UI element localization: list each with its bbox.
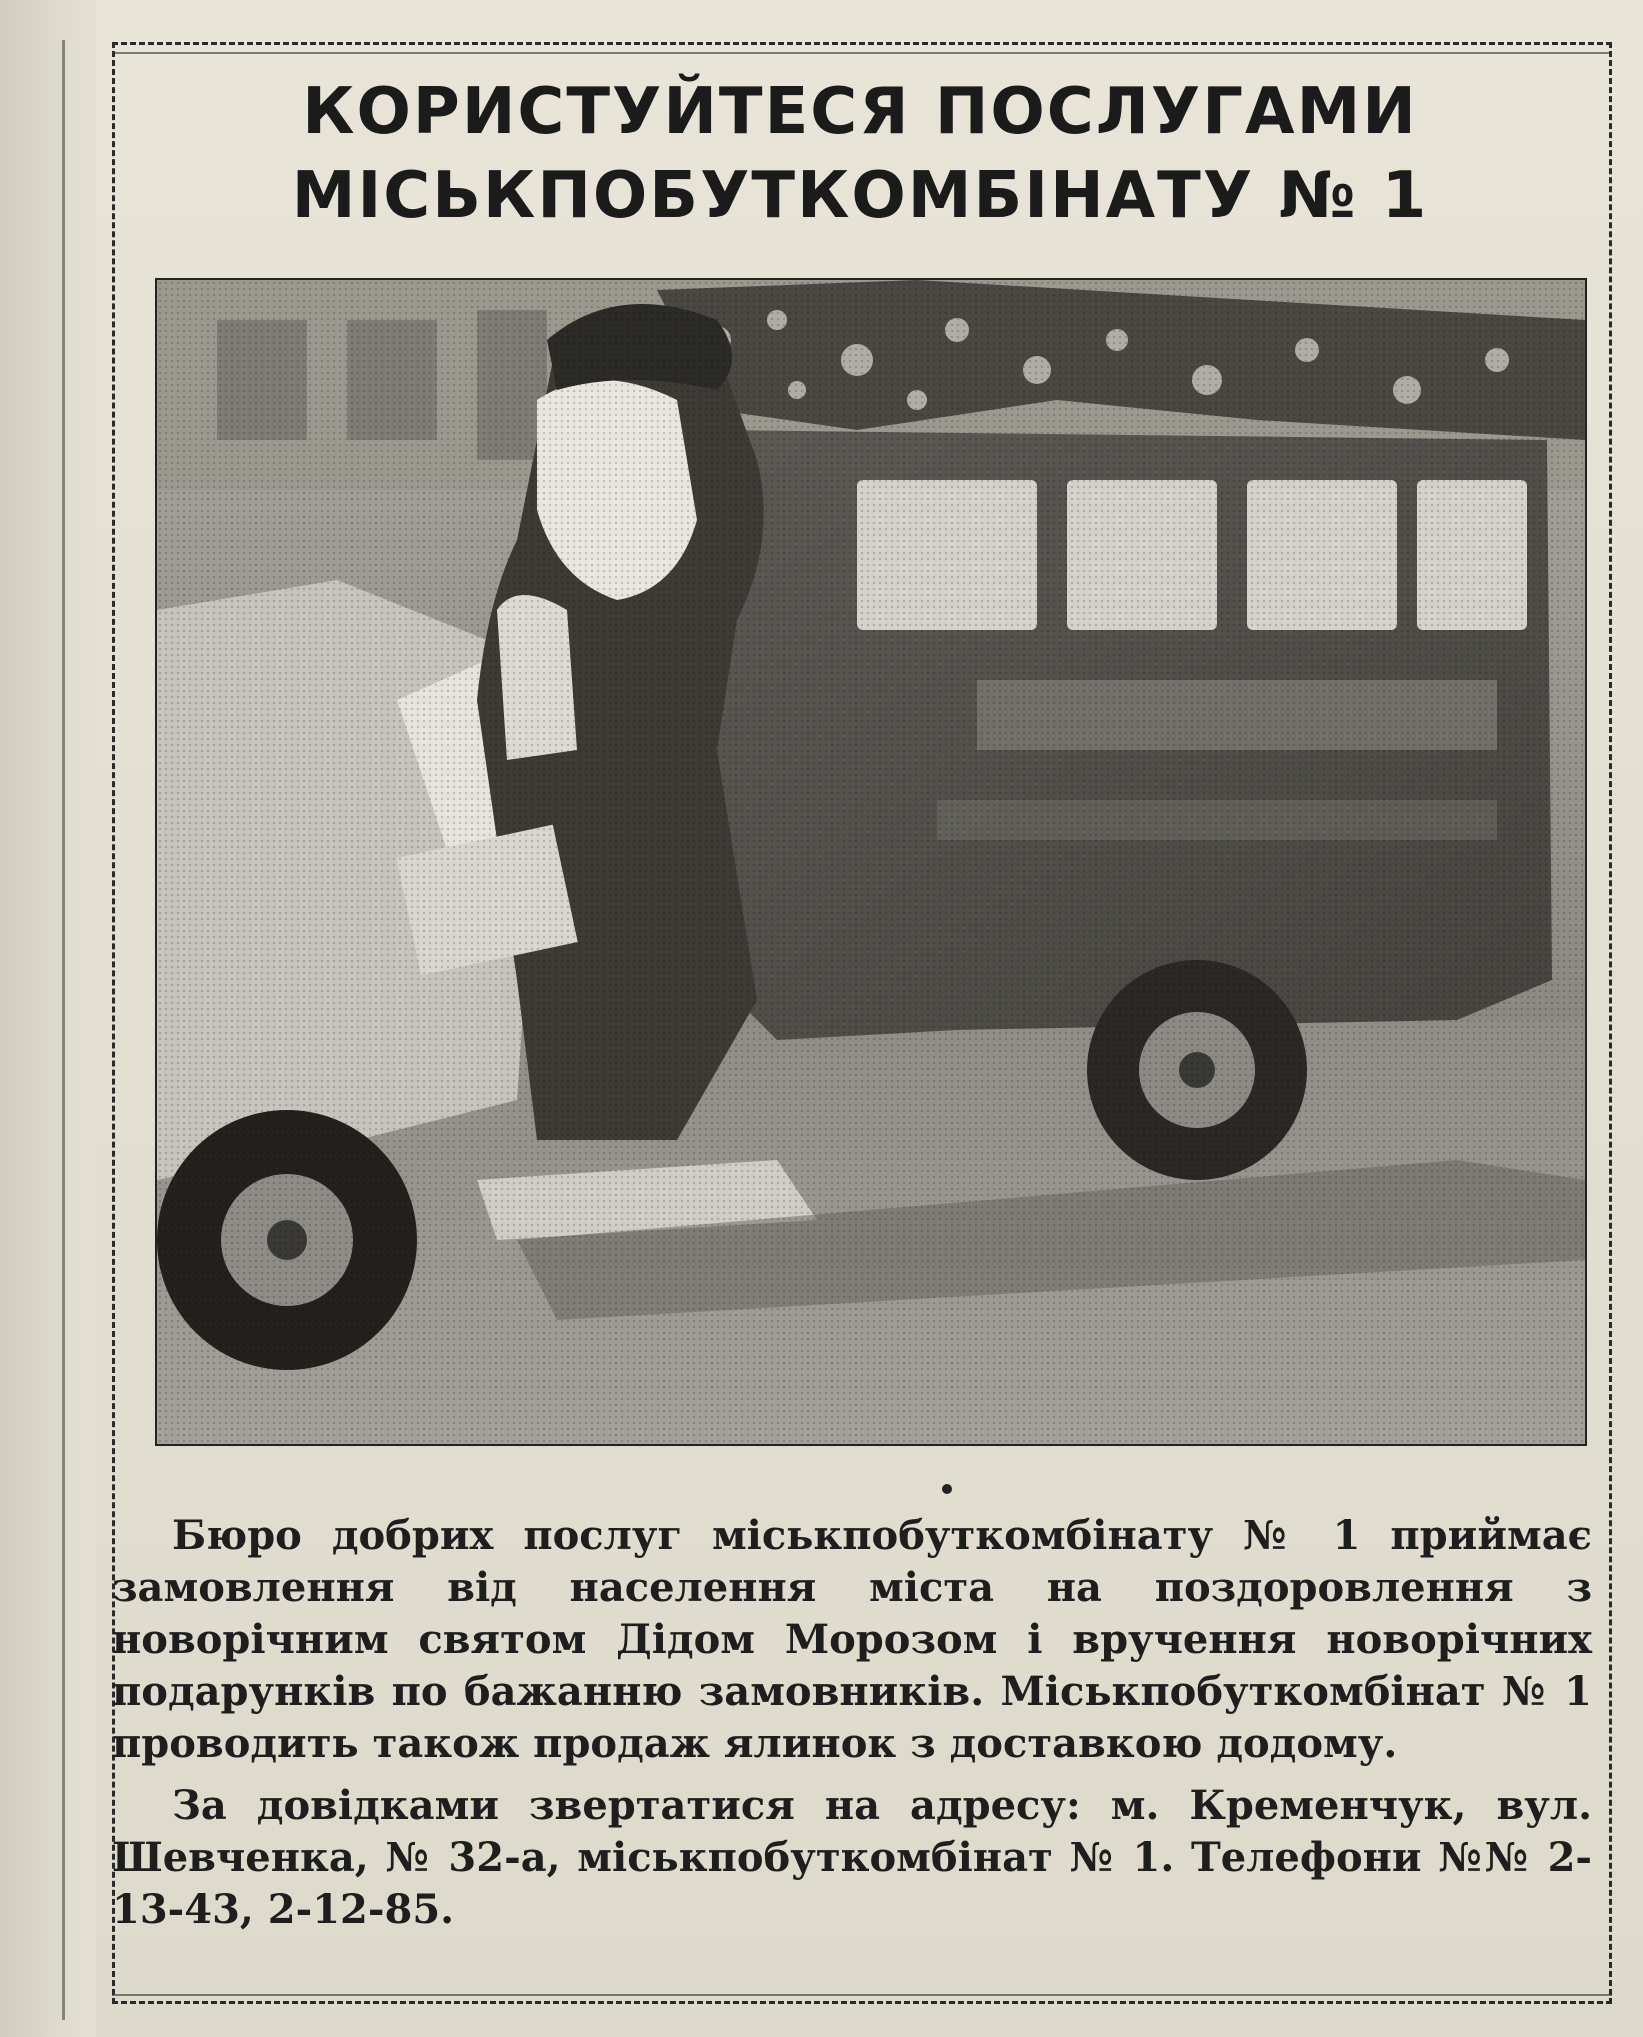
advertisement-body xyxy=(112,1510,1592,1946)
ded-moroz-sleeve-trim xyxy=(497,595,577,760)
print-speck xyxy=(942,1484,952,1494)
van-windows xyxy=(857,480,1527,630)
body-paragraph-1: Бюро добрих послуг міськпобуткомбінату № 1 приймає замовлення від населення міста на поздоровлення з новорічним святом Дідом Морозом і вручення новорічних подарунків по бажанню замовників. Міськпобуткомбінат № 1 проводить також продаж ялинок з доставкою додому. xyxy=(112,1512,1592,1767)
left-page-margin xyxy=(0,0,96,2037)
headline-line-2: МІСЬКПОБУТКОМБІНАТУ № 1 xyxy=(291,159,1429,233)
background-windows xyxy=(217,310,547,460)
van-side-lettering xyxy=(977,680,1497,750)
halftone-photo xyxy=(155,278,1587,1446)
van-side-stripe xyxy=(937,800,1497,840)
column-rule xyxy=(62,40,65,2020)
advertisement-headline xyxy=(150,70,1570,238)
frame-bottom-rule xyxy=(112,1994,1612,1996)
frame-top-rule xyxy=(112,52,1612,54)
body-paragraph-2: За довідками звертатися на адресу: м. Кременчук, вул. Шевченка, № 32-а, міськпобуткомбінат № 1. Телефони №№ 2-13-43, 2-12-85. xyxy=(112,1782,1592,1933)
photo-illustration xyxy=(157,280,1585,1444)
headline-line-1: КОРИСТУЙТЕСЯ ПОСЛУГАМИ xyxy=(302,75,1418,149)
